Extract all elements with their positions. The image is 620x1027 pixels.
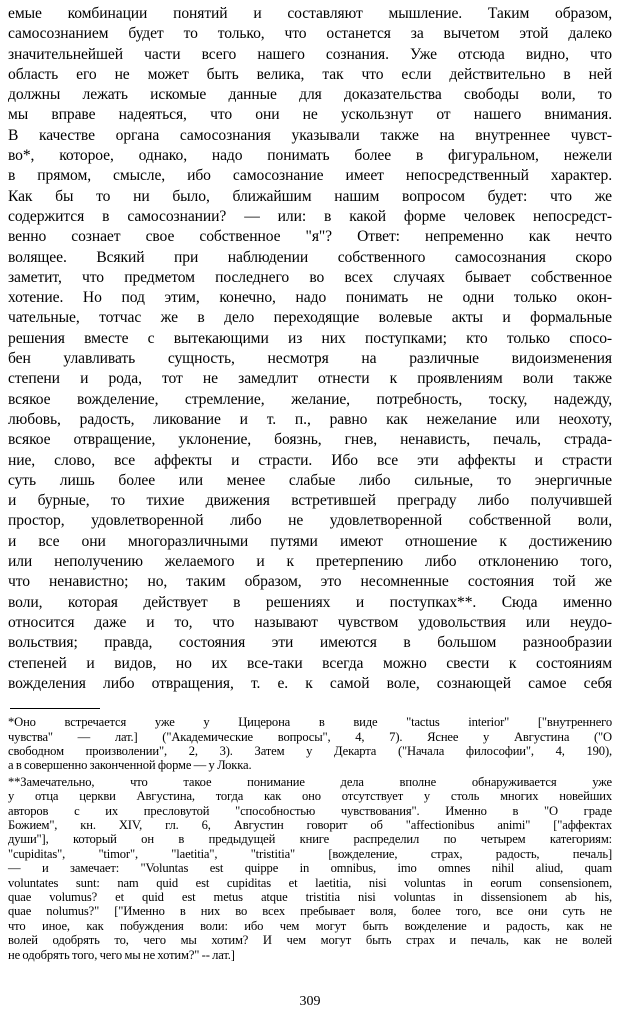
text-line: заметит, что предметом последнего во всех случаях бывает собственное	[8, 268, 612, 286]
text-line: мы вправе надеяться, что они не ускользнут от нашего внимания.	[8, 106, 612, 124]
footnote-line: quae nolumus?" ["Именно в них во всех пребывает воля, более того, все они суть не	[8, 904, 612, 919]
text-line: простор, удовлетворенной либо не удовлетворенной собственной воли,	[8, 512, 612, 530]
text-line: и все они многоразличными путями имеют отношение к достижению	[8, 532, 612, 550]
text-line: Как бы то ни было, ближайшим нашим вопросом будет: что же	[8, 187, 612, 205]
text-line: бен улавливать сущность, несмотря на различные видоизменения	[8, 350, 612, 368]
text-line: всякое вожделение, стремление, желание, потребность, тоску, надежду,	[8, 390, 612, 408]
footnote-line: а в совершенно законченной форме — у Локка.	[8, 758, 252, 773]
text-line: самосознанием будет то только, что останется за вычетом этой далеко	[8, 25, 612, 43]
main-text	[8, 4, 612, 694]
text-line: венно сознает свое собственное "я"? Ответ: непременно как нечто	[8, 228, 612, 246]
text-line: чательные, тотчас же в дело переходящие волевые акты и формальные	[8, 309, 612, 327]
footnote-line: Божием", кн. XIV, гл. 6, Августин говорит об "affectionibus animi" ["аффектах	[8, 817, 612, 832]
text-line: значительнейшей части всего нашего сознания. Уже отсюда видно, что	[8, 45, 612, 63]
text-line: во*, которое, однако, надо понимать более в фигуральном, нежели	[8, 147, 612, 165]
footnote-1	[8, 715, 612, 773]
footnote-line: волей одобрять то, чего мы хотим? И чем могут быть страх и печаль, как не волей	[8, 933, 612, 948]
text-line: должны лежать искомые данные для доказательства свободы воли, то	[8, 86, 612, 104]
footnote-line: — и замечает: "Voluntas est quippe in omnibus, imo omnes nihil aliud, quam	[8, 861, 612, 876]
text-line: воли, которая действует в решениях и поступках**. Сюда именно	[8, 593, 612, 611]
footnote-line: у отца церкви Августина, тогда как оно отсутствует у столь многих новейших	[8, 789, 612, 804]
text-line: область его не может быть велика, так что если действительно в ней	[8, 65, 612, 83]
text-line: суть лишь более или менее слабые либо сильные, то энергичные	[8, 471, 612, 489]
footnote-2	[8, 775, 612, 962]
footnote-line: свободном произволении", 2, 3). Затем у Декарта ("Начала философии", 4, 190),	[8, 743, 612, 758]
text-line: что ненавистно; но, таким образом, это несомненные состояния той же	[8, 573, 612, 591]
footnote-line: voluntates sunt: nam quid est cupiditas et laetitia, nisi voluntas in eorum consensionem,	[8, 875, 612, 890]
text-line: содержится в самосознании? — или: в какой форме человек непосредст-	[8, 207, 612, 225]
footnote-line: души"], который он в предыдущей книге распределил по четырем категориям:	[8, 832, 612, 847]
footnote-line: *Оно встречается уже у Цицерона в виде "tactus interior" ["внутреннего	[8, 715, 612, 730]
page-number: 309	[299, 994, 321, 1009]
text-line: хотение. Но под этим, конечно, надо понимать не одни только окон-	[8, 289, 612, 307]
text-line: вольствия; правда, состояния эти имеются в большом разнообразии	[8, 634, 612, 652]
text-line: или неполучению желаемого и к претерпению либо отклонению того,	[8, 553, 612, 571]
footnote-line: **Замечательно, что такое понимание дела вполне обнаруживается уже	[8, 774, 612, 789]
footnotes	[8, 715, 612, 962]
footnote-line: "cupiditas", "timor", "laetitia", "tristitia" [вожделение, страх, радость, печаль]	[8, 846, 612, 861]
text-line: В качестве органа самосознания указывали также на внутреннее чувст-	[8, 126, 612, 144]
footnote-line: что иное, как побуждения воли: ибо чем могут быть вожделение и радость, как не	[8, 918, 612, 933]
footnote-line: авторов с их пресловутой "способностью чувствования". Именно в "О граде	[8, 803, 612, 818]
text-line: любовь, радость, ликование и т. п., равно как нежелание или неохоту,	[8, 410, 612, 428]
text-line: ние, слово, все аффекты и страсти. Ибо все эти аффекты и страсти	[8, 451, 612, 469]
footnote-line: чувства" — лат.] ("Академические вопросы", 4, 7). Яснее у Августина ("О	[8, 729, 612, 744]
text-line: всякое отвращение, уклонение, боязнь, гнев, ненависть, печаль, страда-	[8, 431, 612, 449]
text-line: решения вместе с вытекающими из них поступками; кто только спосо-	[8, 329, 612, 347]
text-line: и бурные, то тихие движения встретившей преграду либо получившей	[8, 492, 612, 510]
text-line: степеней и видов, но их все-таки всегда можно свести к состояниям	[8, 654, 612, 672]
text-line: степени и рода, тот не замедлит отнести к проявлениям воли также	[8, 370, 612, 388]
footnote-separator	[10, 708, 100, 709]
footnote-line: quae volumus? et quid est metus atque tristitia nisi voluntas in dissensionem ab his,	[8, 889, 612, 904]
text-line: волящее. Всякий при наблюдении собственного самосознания скоро	[8, 248, 612, 266]
text-line: относится даже и то, что называют чувством удовольствия или неудо-	[8, 613, 612, 631]
footnote-line: не одобрять того, чего мы не хотим?" -- лат.]	[8, 947, 235, 962]
text-line: емые комбинации понятий и составляют мышление. Таким образом,	[8, 5, 612, 22]
text-line: вожделения либо отвращения, т. е. к самой воле, сознающей самое себя	[8, 674, 612, 692]
text-line: в прямом, смысле, ибо самосознание имеет непосредственный характер.	[8, 167, 612, 185]
